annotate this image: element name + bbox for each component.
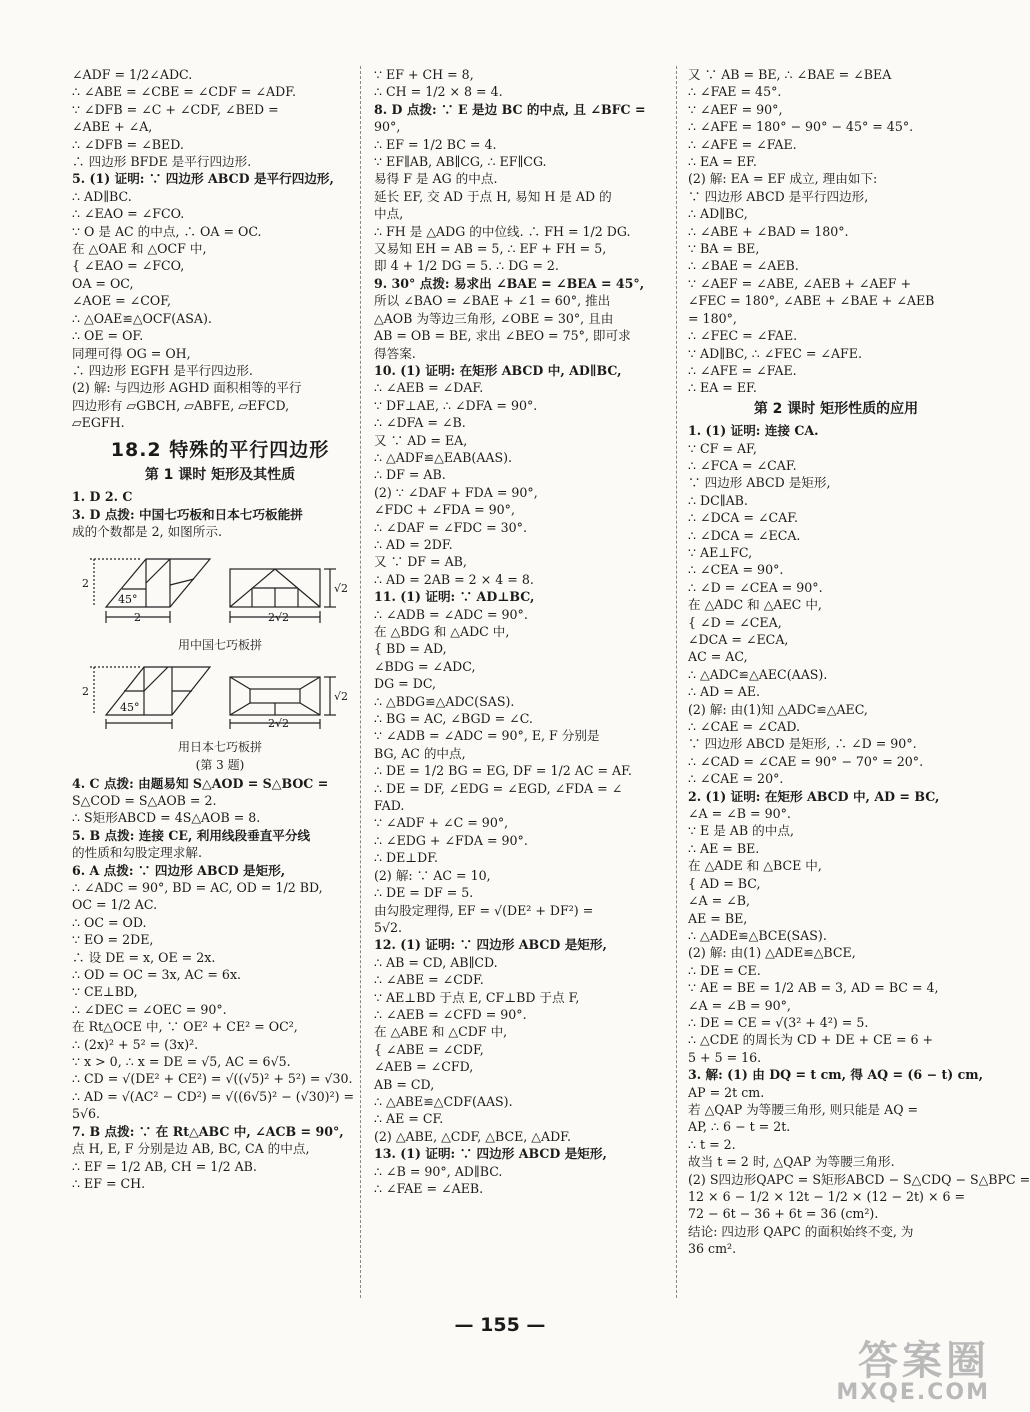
text-line: AC = AC, (688, 649, 748, 665)
text-line: DG = DC, (374, 676, 437, 692)
text-line: ∴ AB = CD, AB∥CD. (374, 954, 498, 970)
text-line: ∴ AD∥BC. (72, 188, 132, 204)
text-line: ∠FDC + ∠FDA = 90°, (374, 502, 515, 518)
answer-block-previous-section (72, 66, 368, 432)
text-line: ∴ EF = 1/2 BC = 4. (374, 136, 497, 152)
text-line: ∴ AD∥BC, (688, 206, 748, 222)
text-line: ∴ ∠DFA = ∠B. (374, 415, 466, 431)
text-line: 3. 解: (1) 由 DQ = t cm, 得 AQ = (6 − t) cm, (688, 1067, 983, 1083)
text-line: ∴ EA = EF. (688, 380, 757, 396)
text-line: ∴ △OAE≌△OCF(ASA). (72, 310, 212, 326)
text-line: ∴ ∠EDG + ∠FDA = 90°. (374, 832, 528, 848)
text-line: ∠DCA = ∠ECA, (688, 632, 789, 647)
text-line: ∵ AE⊥FC, (688, 544, 753, 560)
text-line: ∴ OE = OF. (72, 328, 144, 344)
text-line: ∴ ∠CEA = 90°. (688, 562, 784, 578)
text-line: ∵ EO = 2DE, (72, 932, 154, 948)
text-line: ∴ AE = CF. (374, 1111, 444, 1127)
section-title: 18.2 特殊的平行四边形 (110, 438, 330, 461)
text-line: ∵ BA = BE, (688, 241, 760, 257)
text-line: ∴ S矩形ABCD = 4S△AOB = 8. (72, 810, 261, 826)
watermark-text: 答案圈 (858, 1338, 990, 1384)
lesson-title-1: 第 1 课时 矩形及其性质 (144, 466, 296, 483)
tangram-figure-2 (72, 657, 362, 737)
text-line: 6. A 点拨: ∵ 四边形 ABCD 是矩形, (72, 862, 286, 878)
dim-height2-label-2: √2 (334, 689, 349, 703)
text-line: 四边形有 ▱GBCH, ▱ABFE, ▱EFCD, (72, 397, 290, 413)
text-line: ∴ OC = OD. (72, 914, 147, 930)
text-line: { ∠EAO = ∠FCO, (72, 258, 185, 274)
text-line: ∴ ∠AFE = ∠FAE. (688, 362, 797, 378)
text-line: ∴ DE⊥DF. (374, 850, 439, 866)
text-line: ∵ AD∥BC, ∴ ∠FEC = ∠AFE. (688, 345, 862, 361)
text-line: (2) △ABE, △CDF, △BCE, △ADF. (374, 1128, 571, 1144)
text-line: ∴ △BDG≌△ADC(SAS). (374, 693, 515, 709)
dim-height-label: 2 (82, 576, 89, 590)
text-line: ∴ BG = AC, ∠BGD = ∠C. (374, 711, 533, 727)
figure-caption-1: 用中国七巧板拼 (177, 637, 262, 652)
text-line: ∴ ∠FEC = ∠FAE. (688, 328, 798, 344)
column-left (72, 66, 368, 1192)
text-line: ∴ EA = EF. (688, 154, 757, 170)
text-line: 9. 30° 点拨: 易求出 ∠BAE = ∠BEA = 45°, (374, 275, 645, 291)
tangram-figure-1 (72, 545, 362, 635)
text-line: AB = OB = BE, 求出 ∠BEO = 75°, 即可求 (374, 328, 631, 344)
text-line: ∴ ∠CAD = ∠CAE = 90° − 70° = 20°. (688, 753, 924, 769)
text-line: 又 ∵ AB = BE, ∴ ∠BAE = ∠BEA (688, 67, 892, 82)
text-line: 所以 ∠BAO = ∠BAE + ∠1 = 60°, 推出 (374, 293, 611, 309)
text-line: ∴ ∠ADC = 90°, BD = AC, OD = 1/2 BD, (72, 880, 323, 895)
text-line: 在 △BDG 和 △ADC 中, (374, 624, 510, 639)
column-middle (374, 66, 670, 1197)
figure-caption-3: (第 3 题) (195, 757, 245, 772)
text-line: 5. B 点拨: 连接 CE, 利用线段垂直平分线 (72, 827, 311, 843)
text-line: ∠ADF = 1/2∠ADC. (72, 67, 193, 82)
text-line: 又 ∵ AD = EA, (374, 432, 468, 448)
text-line: ∴ ∠FCA = ∠CAF. (688, 457, 797, 473)
text-line: ∴ DE = 1/2 BG = EG, DF = 1/2 AC = AF. (374, 763, 632, 779)
text-line: 12 × 6 − 1/2 × 12t − 1/2 × (12 − 2t) × 6 = (688, 1189, 966, 1204)
text-line: (2) ∵ ∠DAF + FDA = 90°, (374, 484, 538, 500)
watermark-url: MXQE.COM (836, 1380, 990, 1405)
text-line: AB = CD, (374, 1076, 435, 1092)
text-line: ∵ 四边形 ABCD 是矩形, (688, 475, 831, 491)
text-line: 同理可得 OG = OH, (72, 345, 191, 361)
text-line: ∴ AD = AE. (688, 684, 761, 700)
text-line: 5√2. (374, 919, 403, 935)
text-line: ∠ABE + ∠A, (72, 119, 153, 135)
text-line: { ∠D = ∠CEA, (688, 614, 782, 630)
figure-japanese-tangram (72, 657, 368, 773)
text-line: 结论: 四边形 QAPC 的面积始终不变, 为 (688, 1223, 914, 1239)
text-line: ∴ EF = 1/2 AB, CH = 1/2 AB. (72, 1158, 257, 1174)
text-line: 点 H, E, F 分别是边 AB, BC, CA 的中点, (72, 1141, 310, 1157)
text-line: S△COD = S△AOB = 2. (72, 792, 217, 808)
figure-chinese-tangram (72, 545, 368, 653)
text-line: ∴ ∠AFE = 180° − 90° − 45° = 45°. (688, 119, 914, 135)
text-line: ∴ ∠ABE + ∠BAD = 180°. (688, 223, 849, 239)
text-line: ∴ CH = 1/2 × 8 = 4. (374, 84, 503, 100)
text-line: ∵ CE⊥BD, (72, 984, 138, 1000)
column-divider-1 (360, 66, 361, 1298)
text-line: (2) 解: 由(1)知 △ADC≌△AEC, (688, 701, 868, 717)
watermark-logo (836, 1340, 990, 1404)
text-line: ∵ DF⊥AE, ∴ ∠DFA = 90°. (374, 397, 538, 413)
text-line: ∴ ∠ADB = ∠ADC = 90°. (374, 606, 528, 622)
text-line: BG, AC 的中点, (374, 745, 466, 761)
text-line: ∴ EF = CH. (72, 1175, 146, 1191)
text-line: 2. (1) 证明: 在矩形 ABCD 中, AD = BC, (688, 788, 940, 804)
text-line: 13. (1) 证明: ∵ 四边形 ABCD 是矩形, (374, 1146, 607, 1162)
text-line: 5√6. (72, 1106, 101, 1122)
text-line: ∴ △ADE≌△BCE(SAS). (688, 927, 827, 943)
text-line: 若 △QAP 为等腰三角形, 则只能是 AQ = (688, 1101, 919, 1117)
answer-block-lesson2 (688, 422, 1030, 1258)
text-line: ∵ CF = AF, (688, 440, 757, 456)
text-line: ∴ ∠EAO = ∠FCO. (72, 206, 185, 222)
text-line: AP, ∴ 6 − t = 2t. (688, 1119, 791, 1135)
text-line: ∴ ∠BAE = ∠AEB. (688, 258, 799, 274)
text-line: ∠A = ∠B, (688, 893, 751, 909)
text-line: ∴ AD = 2DF. (374, 536, 453, 552)
text-line: ∴ ∠AEB = ∠CFD = 90°. (374, 1006, 527, 1022)
text-line: ∠BDG = ∠ADC, (374, 658, 476, 674)
text-line: ∴ FH 是 △ADG 的中位线. ∴ FH = 1/2 DG. (374, 223, 631, 239)
text-line: ∵ ∠ADF + ∠C = 90°, (374, 815, 509, 831)
text-line: ∵ E 是 AB 的中点, (688, 823, 794, 839)
answer-block-q4-7 (72, 775, 368, 1193)
text-line: ∵ ∠AEF = 90°, (688, 101, 783, 117)
text-line: ∴ AD = 2AB = 2 × 4 = 8. (374, 571, 534, 587)
text-line: ∠AEB = ∠CFD, (374, 1059, 474, 1075)
text-line: 延长 EF, 交 AD 于点 H, 易知 H 是 AD 的 (374, 188, 612, 204)
page-number: — 155 — (454, 1314, 546, 1336)
text-line: 又 ∵ DF = AB, (374, 554, 467, 570)
text-line: ∴ ∠CAE = ∠CAD. (688, 719, 800, 735)
text-line: OC = 1/2 AC. (72, 897, 158, 913)
text-line: 易得 F 是 AG 的中点. (374, 171, 498, 187)
text-line: 12. (1) 证明: ∵ 四边形 ABCD 是矩形, (374, 937, 607, 953)
text-line: 1. (1) 证明: 连接 CA. (688, 423, 819, 439)
text-line: ∴ 设 DE = x, OE = 2x. (72, 949, 216, 965)
text-line: ∵ 四边形 ABCD 是平行四边形, (688, 188, 869, 204)
text-line: 3. D 点拨: 中国七巧板和日本七巧板能拼 (72, 506, 303, 522)
text-line: FAD. (374, 798, 405, 814)
text-line: ∴ t = 2. (688, 1136, 736, 1152)
text-line: AE = BE, (688, 910, 748, 926)
text-line: 故当 t = 2 时, △QAP 为等腰三角形. (688, 1154, 895, 1170)
text-line: ∵ ∠AEF = ∠ABE, ∠AEB + ∠AEF + (688, 275, 912, 291)
text-line: ∵ x > 0, ∴ x = DE = √5, AC = 6√5. (72, 1054, 291, 1070)
text-line: = 180°, (688, 310, 737, 326)
answer-block-q7-13 (374, 66, 670, 1197)
text-line: ∴ △CDE 的周长为 CD + DE + CE = 6 + (688, 1032, 934, 1048)
text-line: 72 − 6t − 36 + 6t = 36 (cm²). (688, 1206, 879, 1222)
text-line: ∴ ∠CAE = 20°. (688, 771, 784, 787)
text-line: ∴ △ABE≌△CDF(AAS). (374, 1093, 513, 1109)
text-line: 90°, (374, 119, 401, 135)
text-line: ▱EGFH. (72, 415, 125, 431)
text-line: AP = 2t cm. (688, 1084, 765, 1100)
column-divider-2 (676, 66, 677, 1298)
text-line: 8. D 点拨: ∵ E 是边 BC 的中点, 且 ∠BFC = (374, 101, 646, 117)
text-line: 7. B 点拨: ∵ 在 Rt△ABC 中, ∠ACB = 90°, (72, 1123, 344, 1139)
text-line: { ∠ABE = ∠CDF, (374, 1041, 484, 1057)
text-line: ∴ ∠ABE = ∠CDF. (374, 972, 484, 988)
text-line: (2) 解: 由(1) △ADE≌△BCE, (688, 945, 856, 961)
text-line: ∴ DF = AB. (374, 467, 446, 483)
dim-width2-label: 2√2 (268, 610, 290, 624)
text-line: ∵ O 是 AC 的中点, ∴ OA = OC. (72, 223, 262, 239)
text-line: ∴ DC∥AB. (688, 492, 748, 508)
text-line: ∴ OD = OC = 3x, AC = 6x. (72, 967, 242, 983)
text-line: ∵ EF + CH = 8, (374, 67, 474, 82)
text-line: ∴ 四边形 BFDE 是平行四边形. (72, 154, 252, 170)
text-line: ∠A = ∠B = 90°, (688, 997, 791, 1013)
answer-block-q1-3 (72, 488, 368, 540)
text-line: 的性质和勾股定理求解. (72, 845, 202, 861)
text-line: ∠FEC = 180°, ∠ABE + ∠BAE + ∠AEB (688, 293, 935, 309)
text-line: 在 △OAE 和 △OCF 中, (72, 241, 207, 257)
text-line: ∴ 四边形 EGFH 是平行四边形. (72, 362, 253, 378)
dim-height-label-2: 2 (82, 684, 89, 698)
text-line: ∴ △ADC≌△AEC(AAS). (688, 666, 828, 682)
text-line: ∠A = ∠B = 90°. (688, 806, 791, 822)
text-line: ∴ DE = DF = 5. (374, 885, 474, 901)
text-line: 10. (1) 证明: 在矩形 ABCD 中, AD∥BC, (374, 362, 622, 378)
text-line: ∴ ∠FAE = 45°. (688, 84, 782, 100)
text-line: ∴ ∠D = ∠CEA = 90°. (688, 579, 823, 595)
text-line: ∴ ∠DAF = ∠FDC = 30°. (374, 519, 527, 535)
text-line: ∴ AE = BE. (688, 840, 760, 856)
text-line: ∴ ∠DCA = ∠CAF. (688, 510, 799, 526)
text-line: (2) S四边形QAPC = S矩形ABCD − S△CDQ − S△BPC = (688, 1171, 1030, 1187)
text-line: 11. (1) 证明: ∵ AD⊥BC, (374, 589, 535, 605)
text-line: ∴ ∠FAE = ∠AEB. (374, 1181, 484, 1196)
text-line: ∵ AE = BE = 1/2 AB = 3, AD = BC = 4, (688, 980, 939, 996)
text-line: { BD = AD, (374, 641, 447, 657)
dim-width2-label-2: 2√2 (268, 716, 290, 730)
dim-width-label: 2 (134, 610, 141, 624)
text-line: (2) 解: 与四边形 AGHD 面积相等的平行 (72, 380, 302, 396)
text-line: ∵ EF∥AB, AB∥CG, ∴ EF∥CG. (374, 154, 547, 170)
text-line: 又易知 EH = AB = 5, ∴ EF + FH = 5, (374, 241, 607, 257)
text-line: ∵ 四边形 ABCD 是矩形, ∴ ∠D = 90°. (688, 736, 917, 752)
text-line: ∴ ∠ABE = ∠CBE = ∠CDF = ∠ADF. (72, 84, 296, 100)
text-line: 即 4 + 1/2 DG = 5. ∴ DG = 2. (374, 258, 559, 274)
text-line: ∴ DE = CE. (688, 962, 761, 978)
text-line: ∴ ∠DCA = ∠ECA. (688, 527, 801, 543)
figure-caption-2: 用日本七巧板拼 (177, 739, 262, 754)
text-line: ∴ AD = √(AC² − CD²) = √((6√5)² − (√30)²) = (72, 1088, 355, 1104)
text-line: { AD = BC, (688, 875, 761, 891)
angle-label-2: 45° (120, 700, 140, 714)
text-line: ∴ ∠B = 90°, AD∥BC. (374, 1163, 503, 1179)
text-line: 得答案. (374, 345, 416, 361)
column-right (688, 66, 1030, 1258)
answer-block-q13-cont (688, 66, 984, 397)
text-line: ∴ △ADF≌△EAB(AAS). (374, 449, 513, 465)
text-line: 在 △ADC 和 △AEC 中, (688, 597, 822, 613)
dim-height2-label: √2 (334, 581, 349, 595)
text-line: (2) 解: ∵ AC = 10, (374, 867, 491, 883)
text-line: OA = OC, (72, 275, 134, 291)
text-line: ∴ CD = √(DE² + CE²) = √((√5)² + 5²) = √30. (72, 1071, 353, 1087)
text-line: 36 cm². (688, 1241, 737, 1257)
text-line: ∵ ∠ADB = ∠ADC = 90°, E, F 分别是 (374, 728, 600, 744)
text-line: 中点, (374, 206, 404, 222)
lesson-title-2: 第 2 课时 矩形性质的应用 (753, 400, 919, 417)
text-line: 在 △ABE 和 △CDF 中, (374, 1024, 508, 1040)
text-line: ∴ ∠DEC = ∠OEC = 90°. (72, 1001, 227, 1017)
text-line: 4. C 点拨: 由题易知 S△AOD = S△BOC = (72, 775, 329, 791)
text-line: ∵ AE⊥BD 于点 E, CF⊥BD 于点 F, (374, 989, 580, 1005)
text-line: 成的个数都是 2, 如图所示. (72, 524, 222, 540)
text-line: 5. (1) 证明: ∵ 四边形 ABCD 是平行四边形, (72, 171, 334, 187)
angle-label: 45° (118, 592, 138, 606)
text-line: ∴ DE = CE = √(3² + 4²) = 5. (688, 1014, 869, 1030)
text-line: 在 △ADE 和 △BCE 中, (688, 858, 822, 874)
text-line: 在 Rt△OCE 中, ∵ OE² + CE² = OC², (72, 1019, 298, 1035)
text-line: 由勾股定理得, EF = √(DE² + DF²) = (374, 902, 594, 918)
text-line: 1. D 2. C (72, 489, 133, 505)
text-line: ∴ (2x)² + 5² = (3x)². (72, 1036, 199, 1052)
text-line: 5 + 5 = 16. (688, 1049, 762, 1065)
text-line: △AOB 为等边三角形, ∠OBE = 30°, 且由 (374, 310, 614, 326)
text-line: ∴ ∠AEB = ∠DAF. (374, 380, 484, 396)
text-line: ∵ ∠DFB = ∠C + ∠CDF, ∠BED = (72, 101, 279, 117)
text-line: (2) 解: EA = EF 成立, 理由如下: (688, 171, 878, 187)
text-line: ∠AOE = ∠COF, (72, 293, 172, 309)
text-line: ∴ ∠AFE = ∠FAE. (688, 136, 797, 152)
text-line: ∴ ∠DFB = ∠BED. (72, 136, 184, 152)
text-line: ∴ DE = DF, ∠EDG = ∠EGD, ∠FDA = ∠ (374, 780, 623, 796)
